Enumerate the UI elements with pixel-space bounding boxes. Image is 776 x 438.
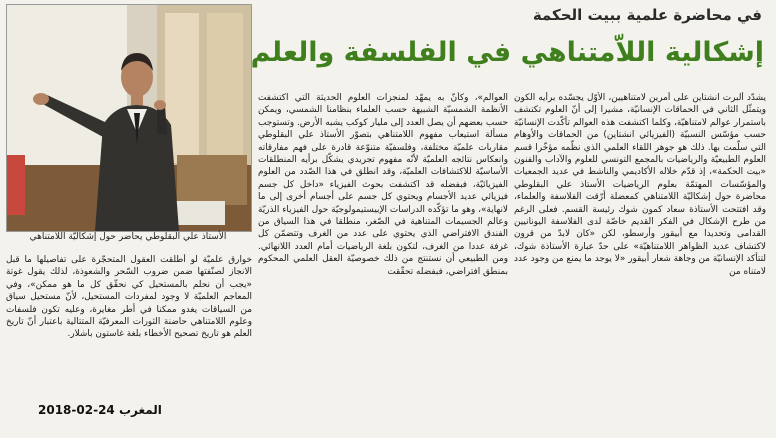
article-column-3 — [6, 254, 252, 406]
kicker: في محاضرة علمية ببيت الحكمة — [532, 6, 762, 24]
lecturer-photo — [6, 4, 252, 232]
headline: إشكالية اللاّمتناهي في الفلسفة والعلم — [250, 37, 764, 68]
lecturer-photo-image — [7, 5, 251, 231]
article-column-1 — [514, 92, 766, 422]
article-column-2-text: العوالم»، وكأنّ به يمهّد لمنجزات العلوم الحديثة التي اكتشفت الأنظمة الشمسيّة الشبيهة حسب العلماء بنظامنا الشمسي، ويمكن حسب بعضهم أن يصل العدد إلى مليار كوكب يشبه الأرض. وتستوجب مسألة استيعاب مفهوم اللامتناهي بتصوّر الأستاذ علي البقلوطي مقاربات علميّة مختلفة، وفلسفيّة متنوّعة قادرة على فهم مفارقاته وانعكاس نتائجه العلميّة لأنّه مفهوم تجريدي يشكّل برأيه المنطلقات الأساسيّة للاكتشافات العلميّة، وقد انطلق في هذا الصّدد من العلوم الفيزيائيّة، فبفضله قد اكتشفت بحوث الفيزياء «داخل كل جسم فيزيائي عديد الأجسام ويحتوي كل جسم على أجسام أخرى إلى ما لانهاية»، وهو ما تؤكّده الدراسات الإبيستيمولوجيّة حول الفيزياء الذريّة وعالم الجسيمات المتناهية في الصّغر، منطلقا في هذا السياق من الفندق الافتراضي الذي يحتوي على عدد من الغرف وتتضمّن كل غرفة عددا من الغرف، لتكون بلغة الرياضيات أمام العدد اللانهائي. ومن الطبيعي أن نستنتج من ذلك خصوصيّة العقل العلمي المحكوم بمنطق افتراضي، فبفضله تحقّقت — [258, 93, 508, 277]
article-column-1-text: يشدّد ألبرت انشتاين على أمرين لامتناهيين، الأوّل يجسّده برأيه الكون ويتمثّل الثاني في الحماقات الإنسانيّة، مشيرا إلى أنّ العلوم تكتشف باستمرار عوالم لامتناهيّة، وكلما اكتشفت هذه العوالم تأكّدت الإنسانيّة حسب مؤسّس النسبيّة (الفيزيائي انشتاين) من الحماقات والأوهام التي سلّمت بها. ذلك هو جوهر اللقاء العلمي الذي نظّمه مؤخّرا قسم العلوم الطبيعيّة والرياضيات بالمجمع التونسي للعلوم والآداب والفنون «بيت الحكمة»، إذ قدّم خلاله الأكاديمي والناشط في عديد الجمعيات والمؤسّسات المهتمّة بعلوم الرياضيات الأستاذ علي البقلوطي محاضرة حول إشكاليّة اللامتناهي كمعضلة أرّقت الفلاسفة والعلماء، وقد افتتحت الأستاذة سعاد كمون شوك رئيسة القسم. فعلى الرغم من طرح الإشكال في الفكر القديم خاصّة لدى الفلاسفة اليونانيين القدامى وتحديدا مع أبيقور وأرسطو، لكن «كان لابدّ من قرون لاكتشاف عديد الظواهر اللامتناهيّة» على حدّ عبارة الأستاذة شوك، لتتأكد الإنسانيّة من وجاهة شعار أبيقور «لا يوجد ما يمنع من وجود عدد لامتناه من — [514, 93, 766, 277]
article-column-3-text: خوارق علميّة لو أطلقت العقول المتحجّرة على تفاصيلها ما قبل الانجاز لصنّفتها ضمن ضروب السّحر والشعوذة، لذلك يقول غوتة «يجب أن نحلم بالمستحيل كي نحقّق كل ما هو ممكن»، وفي المعاجم العلميّة لا وجود لمفردات المستحيل، لأنّ مستحيل سياق من السياقات يغدو ممكنا في أطر مغايرة، وعليه تكون فلسفات وعلوم اللامتناهي حاضنة الثورات المعرفيّة المتتالية باعتبار أنّ تاريخ العلم هو تاريخ تصحيح الأخطاء بلغة غاستون باشلار. — [6, 255, 252, 340]
photo-caption: الأستاذ علي البقلوطي يحاضر حول إشكاليّة اللامتناهي — [29, 232, 227, 242]
dateline: المغرب 24-02-2018 — [38, 403, 162, 417]
article-column-2 — [258, 92, 508, 422]
